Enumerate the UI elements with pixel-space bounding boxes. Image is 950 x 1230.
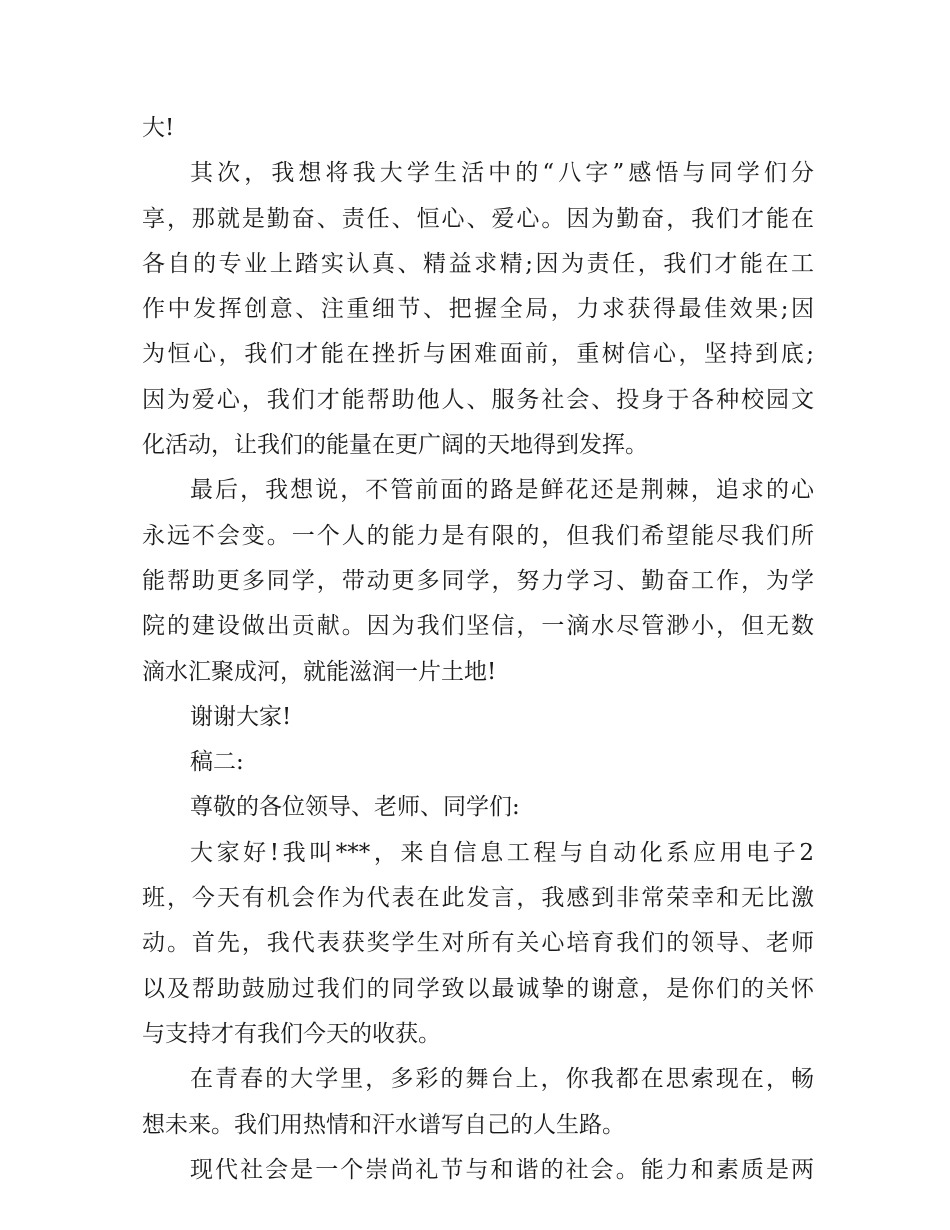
text-line: 作中发挥创意、注重细节、把握全局，力求获得最佳效果;因 <box>142 296 814 323</box>
text-line: 为恒心，我们才能在挫折与困难面前，重树信心，坚持到底; <box>142 341 814 368</box>
text-line: 现代社会是一个崇尚礼节与和谐的社会。能力和素质是两 <box>190 1156 814 1183</box>
text-line: 稿二: <box>190 749 244 776</box>
text-line: 院的建设做出贡献。因为我们坚信，一滴水尽管渺小，但无数 <box>142 613 814 640</box>
text-line: 享，那就是勤奋、责任、恒心、爱心。因为勤奋，我们才能在 <box>142 205 814 232</box>
text-line: 大! <box>142 115 175 141</box>
text-line: 以及帮助鼓励过我们的同学致以最诚挚的谢意，是你们的关怀 <box>142 975 814 1002</box>
document-page <box>142 106 814 1193</box>
text-line: 大家好!我叫***，来自信息工程与自动化系应用电子2 <box>190 839 814 866</box>
text-line: 动。首先，我代表获奖学生对所有关心培育我们的领导、老师 <box>142 930 814 957</box>
text-line: 尊敬的各位领导、老师、同学们: <box>190 794 520 821</box>
text-line: 永远不会变。一个人的能力是有限的，但我们希望能尽我们所 <box>142 522 814 549</box>
text-line: 滴水汇聚成河，就能滋润一片土地! <box>142 658 497 685</box>
text-line: 各自的专业上踏实认真、精益求精;因为责任，我们才能在工 <box>142 250 814 277</box>
text-line: 能帮助更多同学，带动更多同学，努力学习、勤奋工作，为学 <box>142 567 814 594</box>
text-line: 因为爱心，我们才能帮助他人、服务社会、投身于各种校园文 <box>142 386 814 413</box>
text-line: 化活动，让我们的能量在更广阔的天地得到发挥。 <box>142 432 648 459</box>
text-line: 与支持才有我们今天的收获。 <box>142 1020 441 1047</box>
text-line: 在青春的大学里，多彩的舞台上，你我都在思索现在，畅 <box>190 1066 814 1093</box>
text-line: 谢谢大家! <box>190 703 292 730</box>
text-line: 最后，我想说，不管前面的路是鲜花还是荆棘，追求的心 <box>190 477 814 504</box>
text-line: 班，今天有机会作为代表在此发言，我感到非常荣幸和无比激 <box>142 885 814 912</box>
text-line: 其次，我想将我大学生活中的“八字”感悟与同学们分 <box>190 160 814 187</box>
text-line: 想未来。我们用热情和汗水谱写自己的人生路。 <box>142 1111 625 1138</box>
